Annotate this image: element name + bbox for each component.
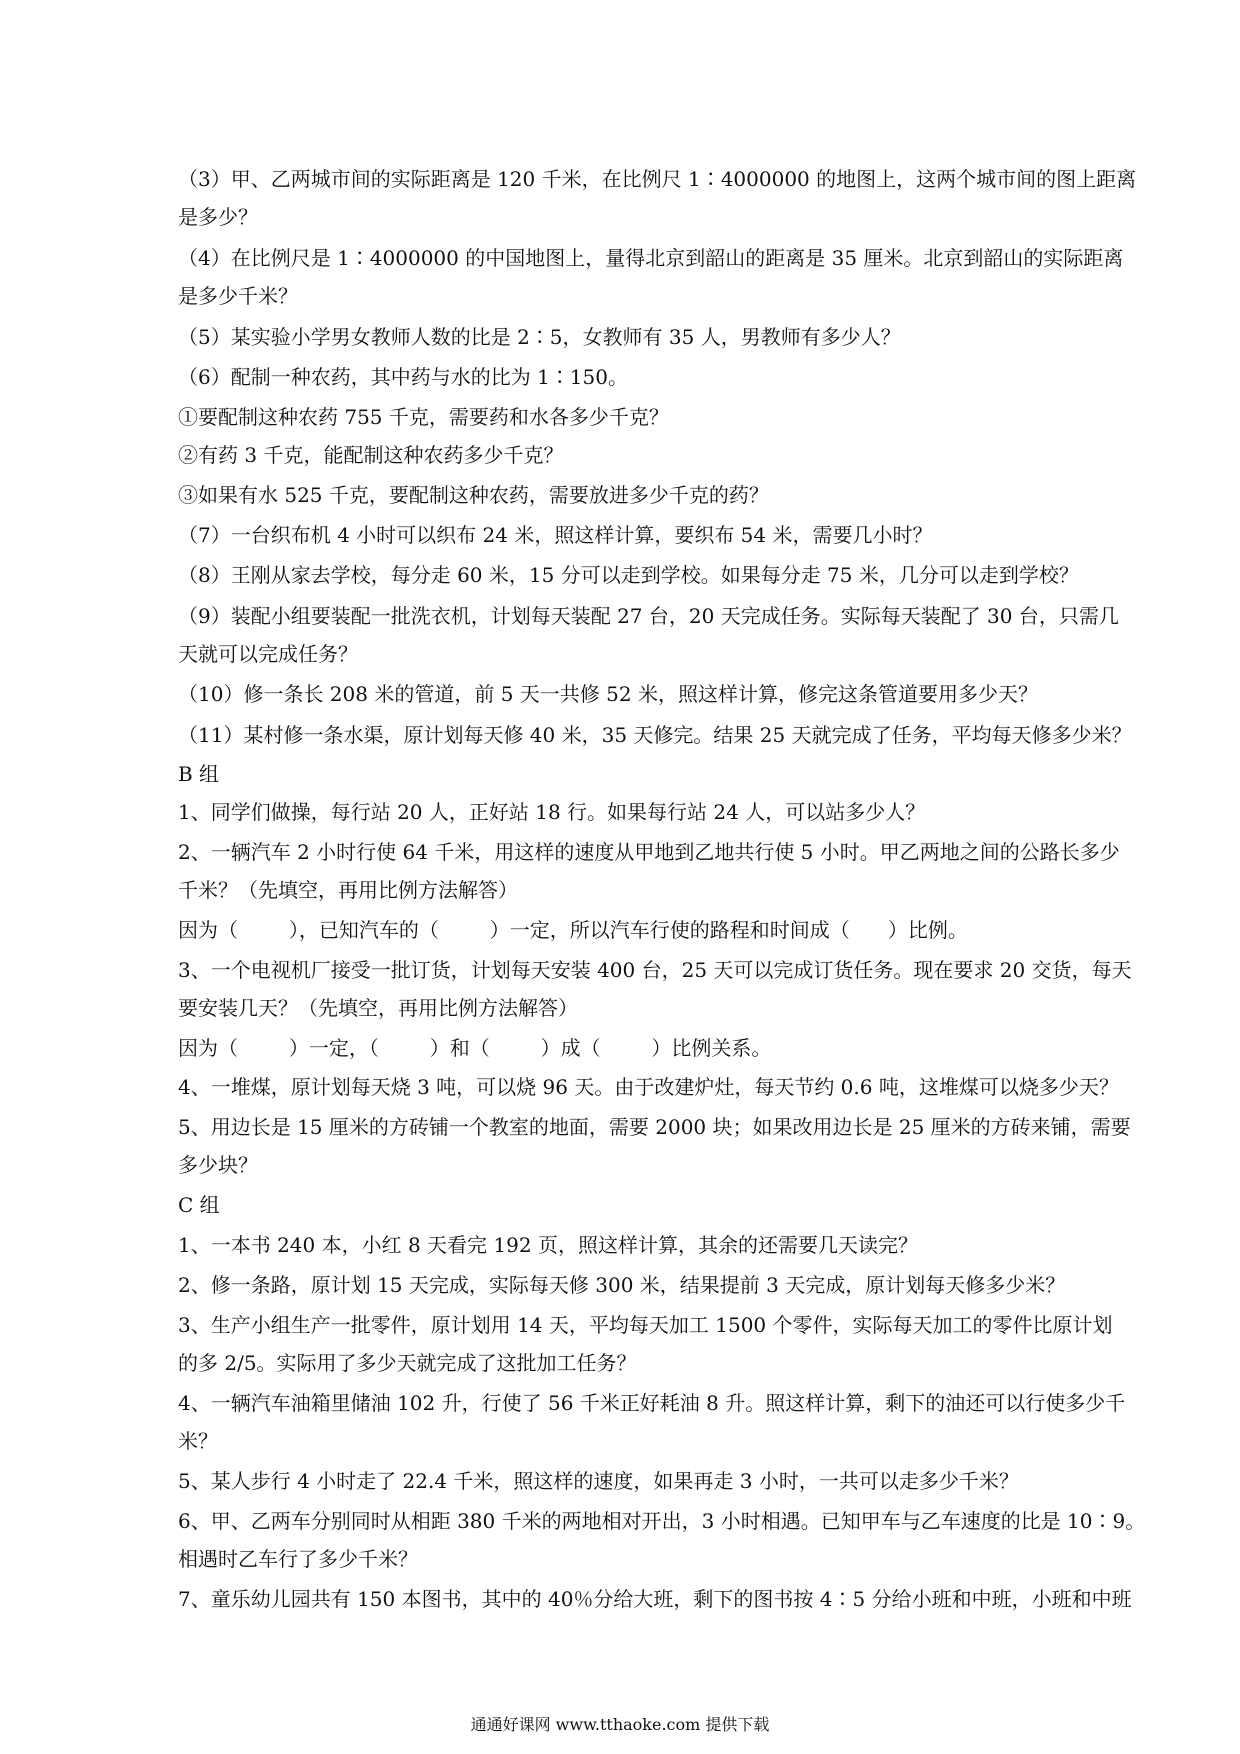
- text-line: 相遇时乙车行了多少千米？: [178, 1547, 418, 1571]
- text-line: 1、同学们做操，每行站 20 人，正好站 18 行。如果每行站 24 人，可以站多少人？: [178, 800, 926, 824]
- text-line: 的多 2/5。实际用了多少天就完成了这批加工任务？: [178, 1351, 637, 1375]
- text-line: 2、修一条路，原计划 15 天完成，实际每天修 300 米，结果提前 3 天完成，原计划每天修多少米？: [178, 1273, 1066, 1297]
- text-line: 5、用边长是 15 厘米的方砖铺一个教室的地面，需要 2000 块；如果改用边长是 25 厘米的方砖来铺，需要: [178, 1115, 1131, 1139]
- text-line: 4、一辆汽车油箱里储油 102 升，行使了 56 千米正好耗油 8 升。照这样计算，剩下的油还可以行使多少千: [178, 1391, 1126, 1415]
- text-line: ①要配制这种农药 755 千克，需要药和水各多少千克？: [178, 405, 669, 429]
- text-line: （7）一台织布机 4 小时可以织布 24 米，照这样计算，要织布 54 米，需要几小时？: [178, 523, 933, 547]
- text-line: 天就可以完成任务？: [178, 642, 358, 666]
- text-line: 3、一个电视机厂接受一批订货，计划每天安装 400 台，25 天可以完成订货任务。现在要求 20 交货，每天: [178, 958, 1132, 982]
- text-line: ③如果有水 525 千克，要配制这种农药，需要放进多少千克的药？: [178, 483, 769, 507]
- text-line: C 组: [178, 1193, 220, 1217]
- text-line: B 组: [178, 762, 220, 786]
- text-line: ②有药 3 千克，能配制这种农药多少千克？: [178, 443, 564, 467]
- page-footer: 通通好课网 www.tthaoke.com 提供下载: [470, 1715, 770, 1734]
- text-line: 是多少？: [178, 205, 258, 229]
- text-line: 4、一堆煤，原计划每天烧 3 吨，可以烧 96 天。由于改建炉灶，每天节约 0.6 吨，这堆煤可以烧多少天？: [178, 1075, 1119, 1099]
- text-line: 因为（ ），已知汽车的（ ）一定，所以汽车行使的路程和时间成（ ）比例。: [178, 918, 968, 942]
- text-line: 5、某人步行 4 小时走了 22.4 千米，照这样的速度，如果再走 3 小时，一共可以走多少千米？: [178, 1469, 1019, 1493]
- text-line: 是多少千米？: [178, 284, 298, 308]
- text-line: 3、生产小组生产一批零件，原计划用 14 天，平均每天加工 1500 个零件，实际每天加工的零件比原计划: [178, 1313, 1113, 1337]
- text-line: 1、一本书 240 本，小红 8 天看完 192 页，照这样计算，其余的还需要几天读完？: [178, 1233, 918, 1257]
- text-line: 7、童乐幼儿园共有 150 本图书，其中的 40％分给大班，剩下的图书按 4∶5 分给小班和中班，小班和中班: [178, 1587, 1132, 1611]
- text-line: 多少块？: [178, 1153, 258, 1177]
- text-line: 2、一辆汽车 2 小时行使 64 千米，用这样的速度从甲地到乙地共行使 5 小时。甲乙两地之间的公路长多少: [178, 840, 1120, 864]
- text-line: （10）修一条长 208 米的管道，前 5 天一共修 52 米，照这样计算，修完这条管道要用多少天？: [178, 682, 1038, 706]
- text-line: （4）在比例尺是 1∶4000000 的中国地图上，量得北京到韶山的距离是 35 厘米。北京到韶山的实际距离: [178, 246, 1124, 270]
- text-line: 因为（ ）一定，（ ）和（ ）成（ ）比例关系。: [178, 1036, 772, 1060]
- text-line: （11）某村修一条水渠，原计划每天修 40 米，35 天修完。结果 25 天就完成了任务，平均每天修多少米？: [178, 723, 1132, 747]
- text-line: （3）甲、乙两城市间的实际距离是 120 千米，在比例尺 1∶4000000 的地图上，这两个城市间的图上距离: [178, 167, 1137, 191]
- text-line: 米？: [178, 1429, 218, 1453]
- text-line: （9）装配小组要装配一批洗衣机，计划每天装配 27 台，20 天完成任务。实际每天装配了 30 台，只需几: [178, 604, 1119, 628]
- text-line: （6）配制一种农药，其中药与水的比为 1∶150。: [178, 365, 628, 389]
- text-line: （5）某实验小学男女教师人数的比是 2∶5，女教师有 35 人，男教师有多少人？: [178, 325, 901, 349]
- text-line: 6、甲、乙两车分别同时从相距 380 千米的两地相对开出，3 小时相遇。已知甲车与乙车速度的比是 10∶9。: [178, 1509, 1146, 1533]
- text-line: 要安装几天？（先填空，再用比例方法解答）: [178, 996, 578, 1020]
- text-line: （8）王刚从家去学校，每分走 60 米，15 分可以走到学校。如果每分走 75 米，几分可以走到学校？: [178, 563, 1079, 587]
- text-line: 千米？（先填空，再用比例方法解答）: [178, 878, 518, 902]
